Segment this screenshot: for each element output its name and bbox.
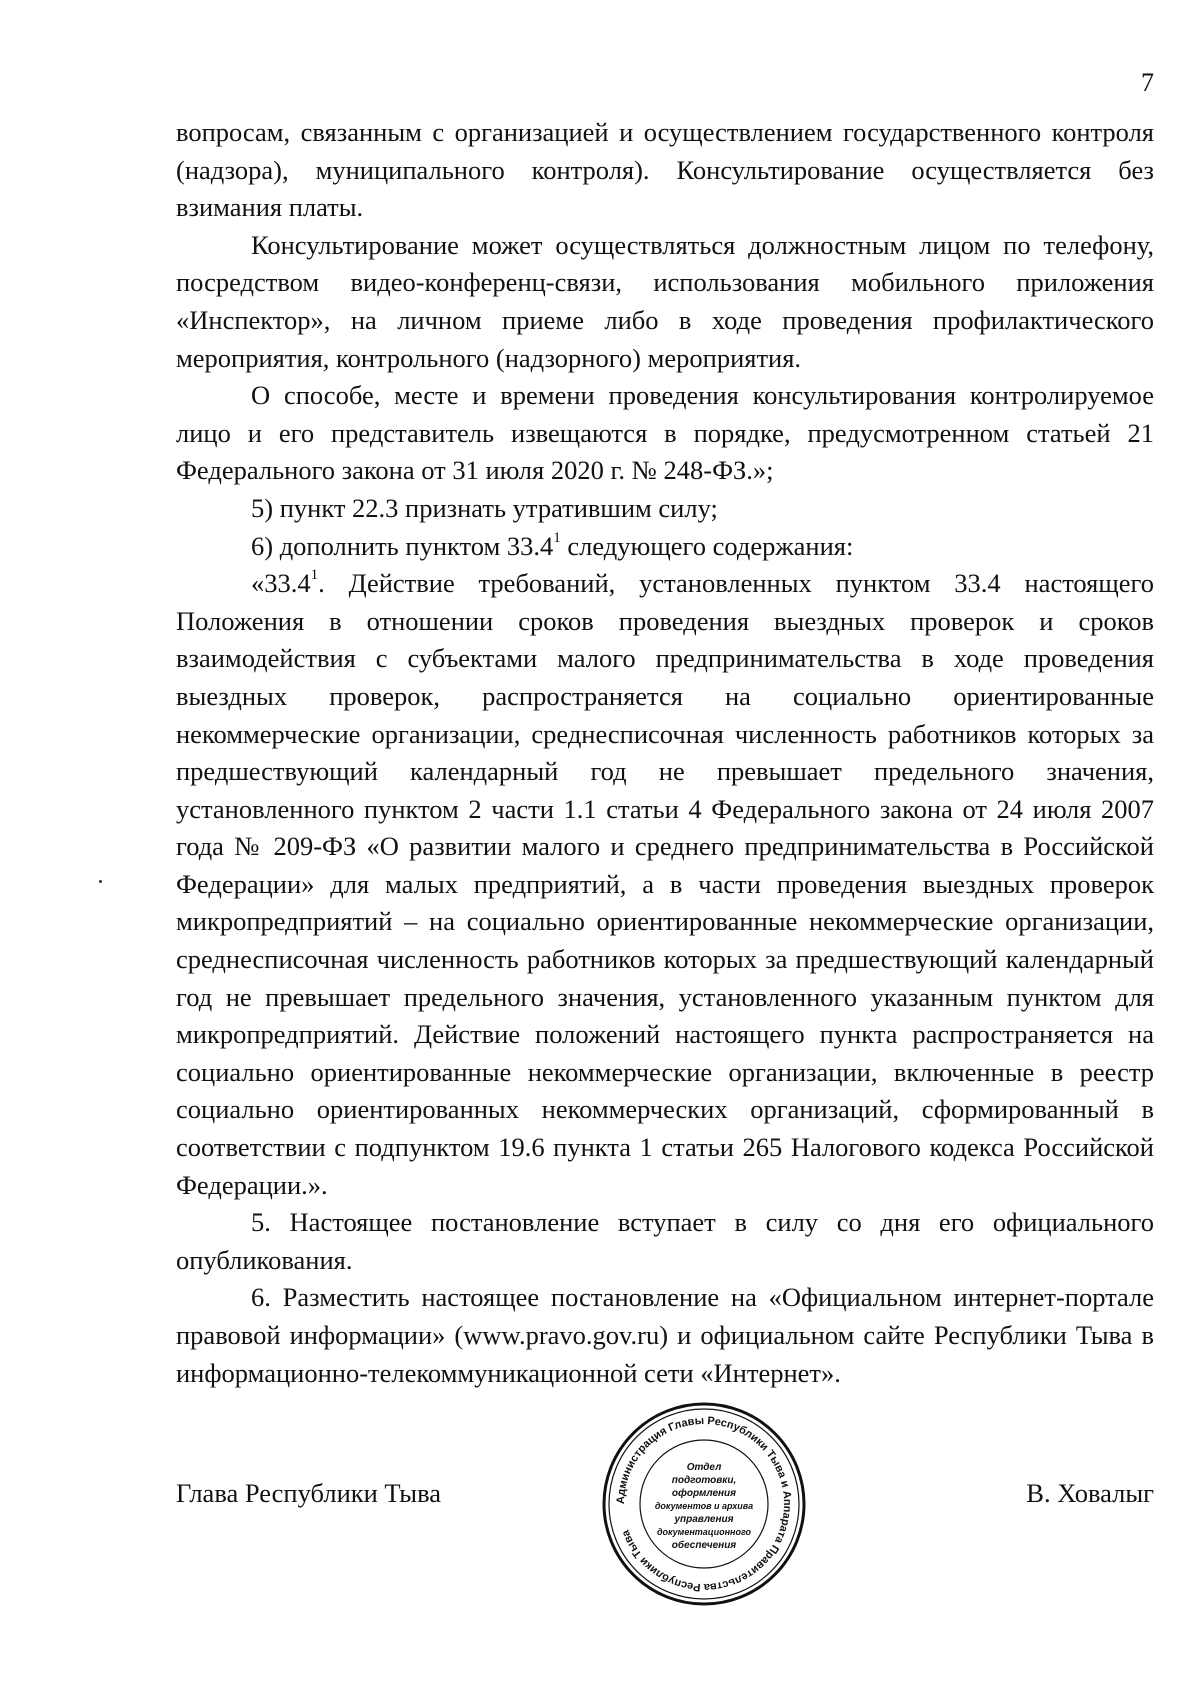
superscript: 1 [553,529,561,546]
page-number: 7 [1141,68,1154,97]
stamp-seal [600,1400,808,1608]
signatory-name: В. Ховалыг [1026,1478,1154,1508]
paragraph-notification: О способе, месте и времени проведения консультирования контролируемое лицо и его представитель извещаются в порядке, предусмотренном статьей 21 Федерального закона от 31 июля 2020 г. № 248-ФЗ.»; [176,380,1154,486]
superscript: 1 [310,567,319,584]
paragraph-consulting-methods: Консультирование может осуществляться должностным лицом по телефону, посредством видео-конференц-связи, использования мобильного приложения «Инспектор», на личном приеме либо в ходе проведения профилактического мероприятия, контрольного (надзорного) мероприятия. [176,229,1154,373]
stamp-center-line: документов и архива [654,1501,754,1511]
paragraph-continuation: вопросам, связанным с организацией и осуществлением государственного контроля (надзора), муниципального контроля). Консультирование осуществляется без взимания платы. [176,117,1154,223]
signatory-position: Глава Республики Тыва [176,1478,442,1508]
stamp-center-line: обеспечения [671,1540,737,1551]
item-5: 5) пункт 22.3 признать утратившим силу; [251,492,718,523]
stamp-center-line: оформления [671,1488,737,1499]
item-6: 6) дополнить пунктом 33.4$^1$ следующего содержания: [251,529,854,561]
stamp-center-line: подготовки, [671,1475,737,1486]
stamp-ring-text: Администрация Главы Республики Тыва и Аппарата Правительства Республики Тыва [614,1414,794,1594]
stamp-center-line: документационного [656,1527,752,1537]
stamp-center-line: управления [674,1514,734,1525]
stamp-center-line: Отдел [686,1462,722,1473]
scan-speck [99,880,102,883]
quoted-clause-33-4-1: «33.4$^1$. Действие требований, установленных пунктом 33.4 настоящего Положения в отношении сроков проведения выездных проверок и сроков взаимодействия с субъектами малого предпринимательства в ходе проведения выездных проверок, распространяется на социально ориентированные некоммерческие организации, среднесписочная численность работников которых за предшествующий календарный год не превышает предельного значения, установленного пунктом 2 части 1.1 статьи 4 Федерального закона от 24 июля 2007 года № 209-ФЗ «О развитии малого и среднего предпринимательства в Российской Федерации» для малых предприятий, а в части проведения выездных проверок микропредприятий – на социально ориентированные некоммерческие организации, среднесписочная численность работников которых за предшествующий календарный год не превышает предельного значения, установленного указанным пунктом для микропредприятий. Действие положений настоящего пункта распространяется на социально ориентированные некоммерческие организации, включенные в реестр социально ориентированных некоммерческих организаций, сформированный в соответствии с подпунктом 19.6 пункта 1 статьи 265 Налогового кодекса Российской Федерации.». [176,567,1154,1200]
item-5-effective-date: 5. Настоящее постановление вступает в силу со дня его официального опубликования. [176,1207,1154,1275]
document-body [176,114,1154,1392]
official-stamp [600,1400,808,1608]
item-6-publication: 6. Разместить настоящее постановление на «Официальном интернет-портале правовой информации» (www.pravo.gov.ru) и официальном сайте Республики Тыва в информационно-телекоммуникационной сети «Интернет». [176,1282,1154,1388]
